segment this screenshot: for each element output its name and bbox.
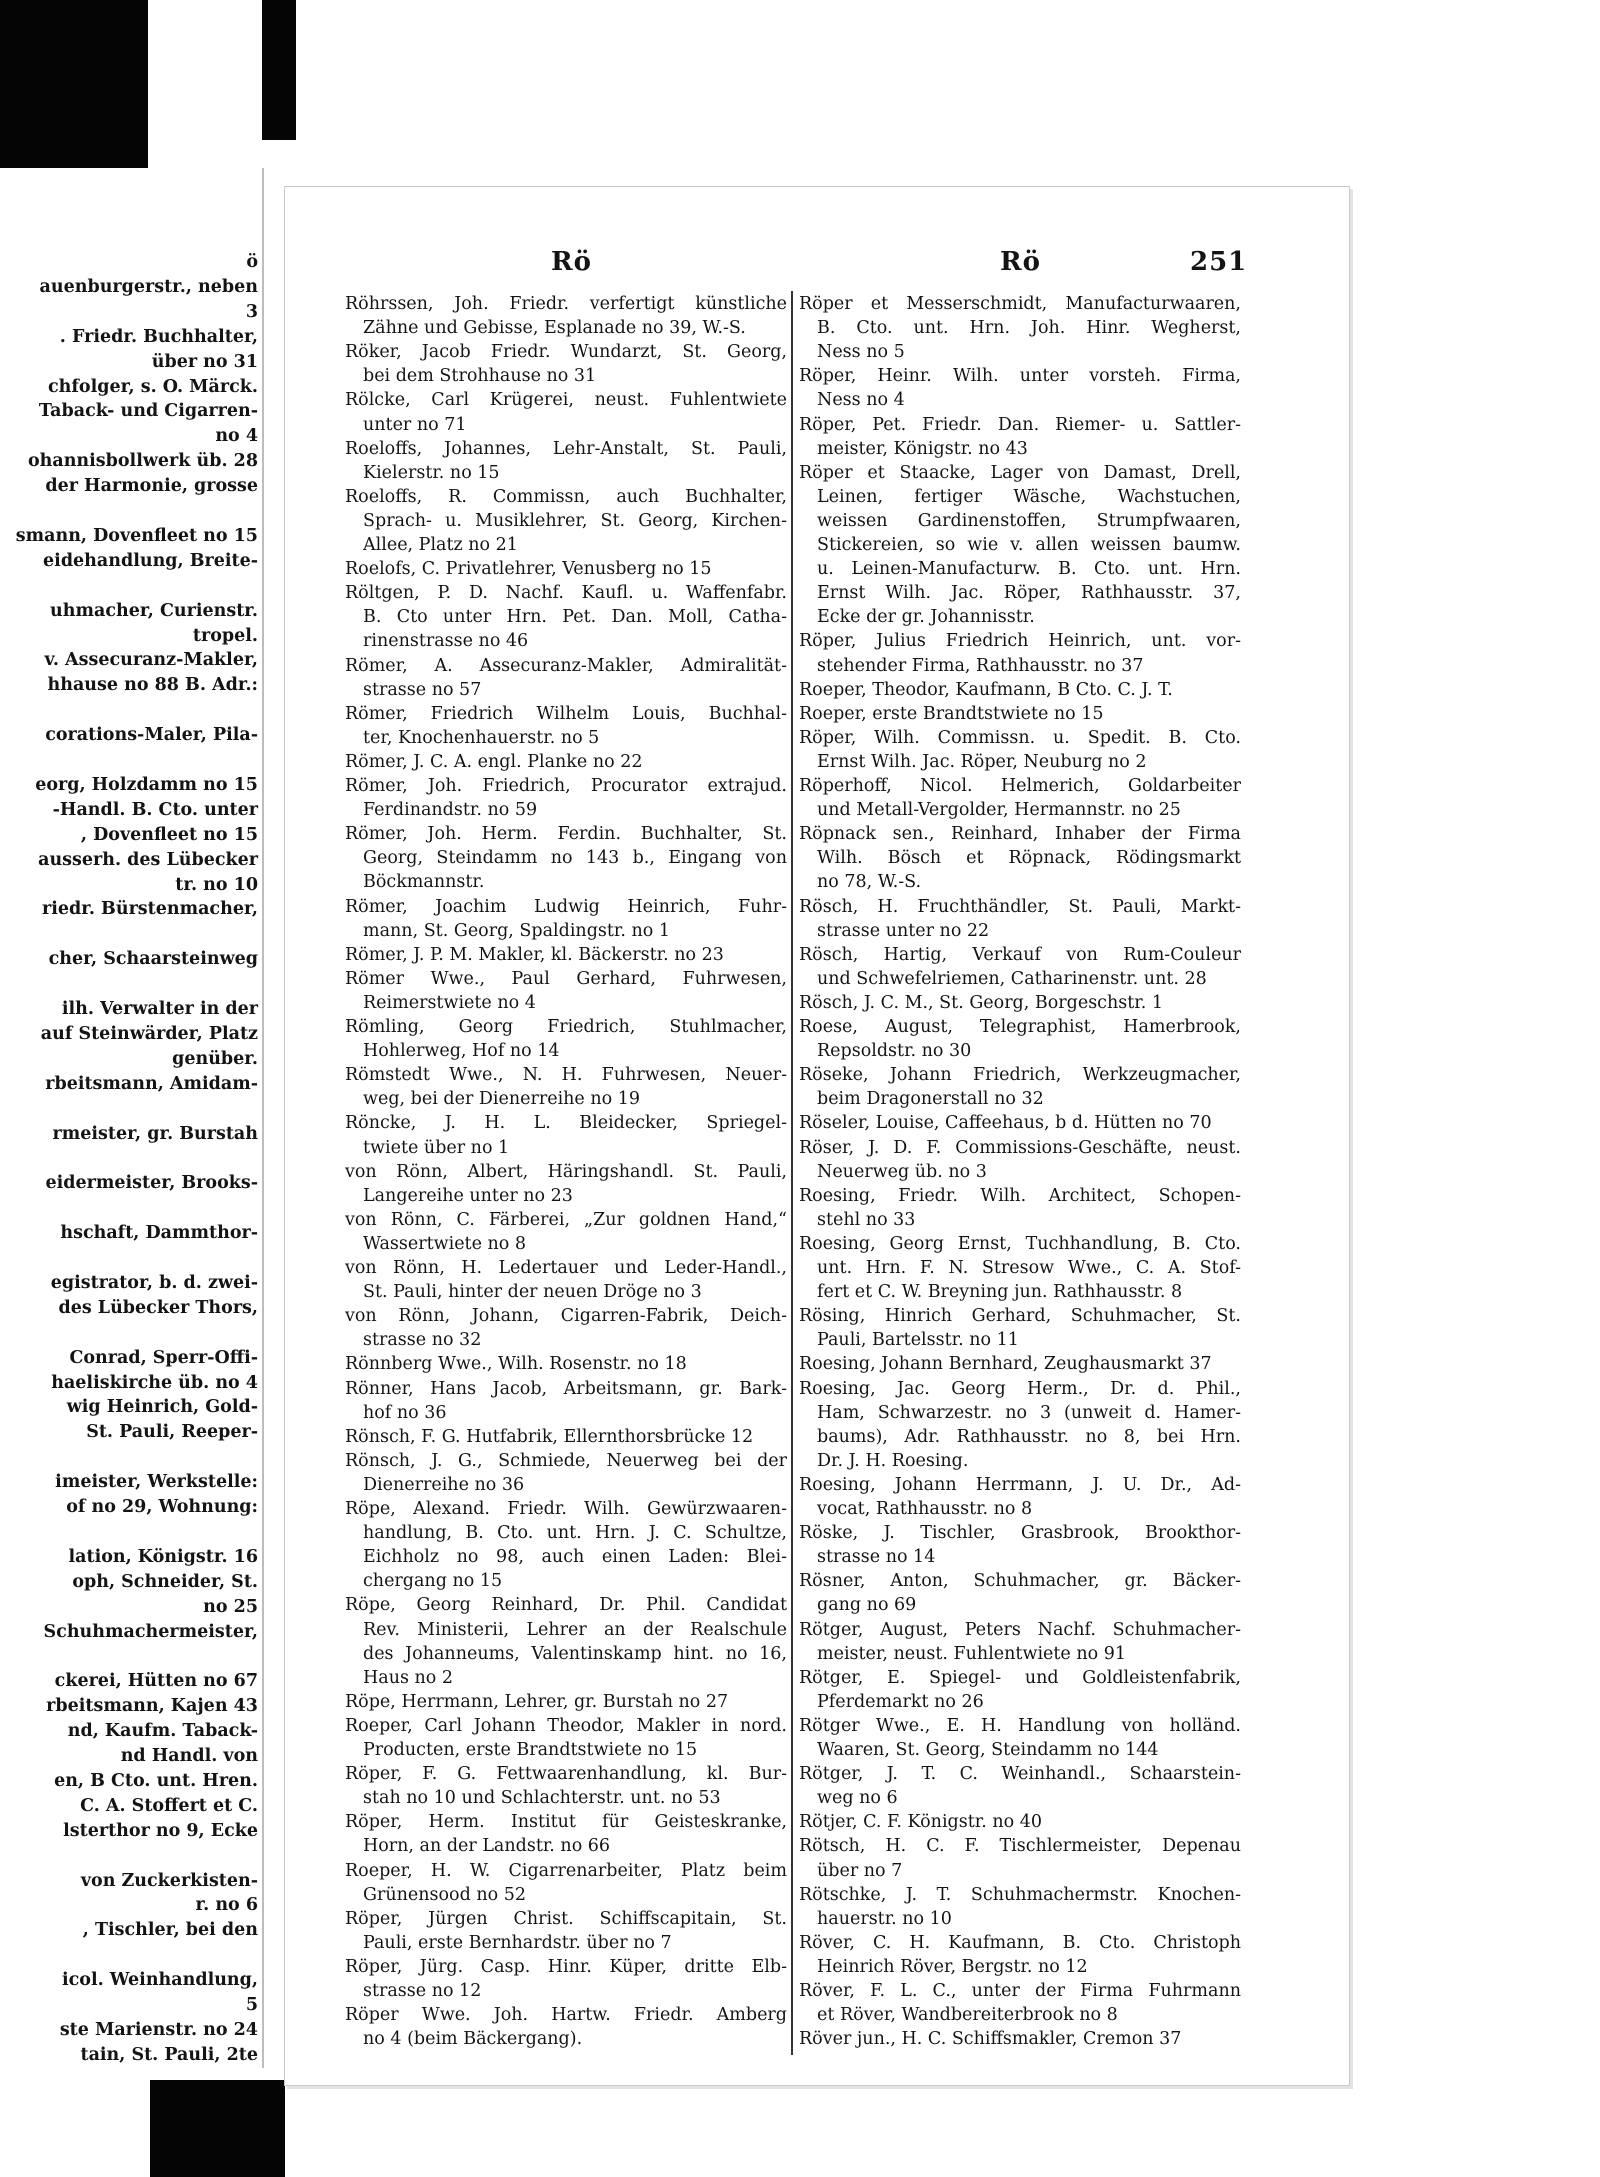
directory-line: Rönner, Hans Jacob, Arbeitsmann, gr. Bark-	[345, 1378, 787, 1399]
left-page-line: imeister, Werkstelle:	[55, 1472, 258, 1493]
directory-line: twiete über no 1	[363, 1137, 510, 1158]
left-page-line: , Tischler, bei den	[82, 1920, 258, 1941]
directory-line: strasse unter no 22	[817, 920, 990, 941]
left-page-line: ckerei, Hütten no 67	[54, 1671, 258, 1692]
directory-line: Neuerweg üb. no 3	[817, 1161, 987, 1182]
directory-line: Röpnack sen., Reinhard, Inhaber der Firma	[799, 824, 1241, 845]
directory-line: von Rönn, H. Ledertauer und Leder-Handl.,	[345, 1258, 787, 1278]
directory-line: Repsoldstr. no 30	[817, 1041, 972, 1062]
left-page-line: hhause no 88 B. Adr.:	[47, 675, 258, 696]
directory-line: des Johanneums, Valentinskamp hint. no 16,	[363, 1643, 787, 1664]
directory-line: Röper, Herm. Institut für Geisteskranke,	[345, 1812, 787, 1833]
directory-line: Producten, erste Brandtstwiete no 15	[363, 1740, 698, 1760]
left-page-line: egistrator, b. d. zwei-	[50, 1272, 258, 1293]
directory-line: Rönsch, J. G., Schmiede, Neuerweg bei der	[345, 1450, 787, 1471]
left-page-line: en, B Cto. unt. Hren.	[54, 1770, 258, 1791]
directory-line: Stickereien, so wie v. allen weissen baumw.	[817, 535, 1241, 555]
directory-line: Römer, Joachim Ludwig Heinrich, Fuhr-	[345, 896, 787, 917]
left-page-line: C. A. Stoffert et C.	[80, 1795, 258, 1816]
left-page-line: auenburgerstr., neben	[39, 276, 258, 297]
left-page-line: lation, Königstr. 16	[68, 1546, 258, 1567]
directory-line: strasse no 57	[363, 679, 482, 700]
directory-line: Röper, Pet. Friedr. Dan. Riemer- u. Sattler-	[799, 414, 1241, 435]
directory-line: stehender Firma, Rathhausstr. no 37	[817, 655, 1144, 676]
directory-line: Roeper, Theodor, Kaufmann, B Cto. C. J. T.	[799, 679, 1173, 700]
right-page	[284, 186, 1350, 2086]
directory-line: Leinen, fertiger Wäsche, Wachstuchen,	[817, 486, 1241, 507]
left-page-line: oph, Schneider, St.	[72, 1571, 258, 1592]
left-page-line: 3	[245, 301, 258, 322]
directory-line: gang no 69	[817, 1595, 917, 1616]
directory-line: Röper, Heinr. Wilh. unter vorsteh. Firma,	[799, 366, 1241, 387]
directory-line: Röver jun., H. C. Schiffsmakler, Cremon 37	[799, 2029, 1182, 2050]
scan-margin-dark	[150, 2080, 285, 2177]
directory-line: baums), Adr. Rathhausstr. no 8, bei Hrn.	[817, 1426, 1241, 1447]
left-page-line: 5	[245, 1995, 258, 2015]
left-page-line: no 25	[203, 1596, 258, 1617]
directory-line: Rösch, Hartig, Verkauf von Rum-Couleur	[799, 944, 1241, 965]
directory-line: Römling, Georg Friedrich, Stuhlmacher,	[345, 1017, 787, 1037]
left-page-line: , Dovenfleet no 15	[80, 824, 258, 845]
directory-line: Pauli, erste Bernhardstr. über no 7	[363, 1932, 672, 1953]
directory-line: Rötger Wwe., E. H. Handlung von holländ.	[799, 1715, 1241, 1736]
directory-line: Rösner, Anton, Schuhmacher, gr. Bäcker-	[799, 1571, 1241, 1592]
left-page-line: eorg, Holzdamm no 15	[35, 774, 258, 795]
left-page-line: Schuhmachermeister,	[43, 1621, 258, 1642]
left-page-line: Taback- und Cigarren-	[38, 401, 258, 422]
page-number: 251	[1190, 247, 1248, 277]
left-page-line: uhmacher, Curienstr.	[50, 600, 258, 621]
directory-line: Röltgen, P. D. Nachf. Kaufl. u. Waffenfabr.	[345, 583, 787, 604]
left-page-line: des Lübecker Thors,	[58, 1297, 258, 1318]
directory-line: Dr. J. H. Roesing.	[817, 1450, 969, 1471]
scan-margin-dark	[0, 0, 148, 180]
column-divider	[791, 291, 793, 2055]
directory-line: Römer Wwe., Paul Gerhard, Fuhrwesen,	[345, 968, 787, 989]
directory-line: Röper, F. G. Fettwaarenhandlung, kl. Bur-	[345, 1764, 787, 1785]
directory-line: Rösch, H. Fruchthändler, St. Pauli, Markt-	[799, 896, 1241, 917]
left-page-line: no 4	[215, 426, 258, 447]
directory-line: Röper Wwe. Joh. Hartw. Friedr. Amberg	[345, 2005, 787, 2026]
directory-line: Röper, Julius Friedrich Heinrich, unt. vor-	[799, 631, 1241, 652]
directory-line: strasse no 14	[817, 1547, 936, 1568]
left-page-line: tropel.	[192, 625, 258, 646]
directory-line: Römer, Joh. Friedrich, Procurator extrajud.	[345, 776, 787, 796]
directory-line: Röncke, J. H. L. Bleidecker, Spriegel-	[345, 1113, 787, 1134]
directory-line: Römer, Friedrich Wilhelm Louis, Buchhal-	[345, 703, 787, 724]
left-page-line: wig Heinrich, Gold-	[66, 1397, 258, 1418]
left-page-line: smann, Dovenfleet no 15	[15, 525, 258, 546]
directory-line: Roesing, Georg Ernst, Tuchhandlung, B. Cto.	[799, 1233, 1241, 1254]
directory-line: von Rönn, Albert, Häringshandl. St. Pauli,	[345, 1161, 787, 1182]
directory-line: Zähne und Gebisse, Esplanade no 39, W.-S.	[363, 318, 746, 339]
directory-line: u. Leinen-Manufacturw. B. Cto. unt. Hrn.	[817, 559, 1241, 580]
left-page-line: chfolger, s. O. Märck.	[48, 376, 258, 397]
directory-line: Roeper, erste Brandtstwiete no 15	[799, 703, 1104, 724]
directory-line: Wilh. Bösch et Röpnack, Rödingsmarkt	[817, 848, 1241, 869]
left-page-line: haeliskirche üb. no 4	[51, 1372, 258, 1393]
directory-line: Römer, Joh. Herm. Ferdin. Buchhalter, St.	[345, 824, 787, 845]
directory-line: et Röver, Wandbereiterbrook no 8	[817, 2005, 1118, 2026]
directory-line: Roeper, Carl Johann Theodor, Makler in nord.	[345, 1715, 787, 1736]
directory-line: Röper et Messerschmidt, Manufacturwaaren,	[799, 294, 1241, 314]
directory-line: fert et C. W. Breyning jun. Rathhausstr. 8	[817, 1282, 1183, 1303]
left-page-line: über no 31	[151, 351, 258, 372]
left-page-line: rbeitsmann, Amidam-	[45, 1073, 258, 1094]
directory-line: Langereihe unter no 23	[363, 1185, 573, 1206]
directory-line: unt. Hrn. F. N. Stresow Wwe., C. A. Stof-	[817, 1258, 1241, 1278]
directory-line: Roeloffs, Johannes, Lehr-Anstalt, St. Pauli,	[345, 438, 787, 459]
left-page-line: v. Assecuranz-Makler,	[44, 650, 258, 671]
directory-line: St. Pauli, hinter der neuen Dröge no 3	[363, 1282, 702, 1303]
left-page-fragment	[0, 168, 264, 2068]
directory-line: Horn, an der Landstr. no 66	[363, 1836, 611, 1857]
left-page-line: nd Handl. von	[120, 1746, 258, 1766]
directory-line: Röker, Jacob Friedr. Wundarzt, St. Georg,	[345, 342, 787, 363]
directory-line: Röperhoff, Nicol. Helmerich, Goldarbeiter	[799, 776, 1241, 796]
directory-line: Reimerstwiete no 4	[363, 992, 536, 1013]
left-page-line: eidermeister, Brooks-	[45, 1173, 258, 1194]
directory-line: Ecke der gr. Johannisstr.	[817, 607, 1035, 628]
left-page-line: lsterthor no 9, Ecke	[63, 1820, 258, 1841]
left-page-line: genüber.	[172, 1048, 258, 1069]
left-page-line: of no 29, Wohnung:	[66, 1497, 258, 1517]
directory-line: weg no 6	[817, 1788, 898, 1809]
directory-line: strasse no 12	[363, 1981, 482, 2001]
left-page-line: r. no 6	[195, 1895, 258, 1916]
left-page-line: St. Pauli, Reeper-	[86, 1422, 258, 1443]
directory-line: Rötger, E. Spiegel- und Goldleistenfabrik,	[799, 1667, 1241, 1688]
left-page-line: ö	[246, 252, 258, 272]
running-header-left: Rö	[551, 247, 592, 277]
scan-margin-dark	[262, 0, 296, 140]
left-page-line: eidehandlung, Breite-	[43, 550, 258, 571]
directory-line: no 78, W.-S.	[817, 872, 922, 893]
directory-line: Pauli, Bartelsstr. no 11	[817, 1330, 1019, 1351]
directory-line: hof no 36	[363, 1402, 447, 1423]
left-page-line: Conrad, Sperr-Offi-	[69, 1347, 258, 1368]
directory-line: Dienerreihe no 36	[363, 1474, 525, 1495]
directory-line: meister, neust. Fuhlentwiete no 91	[817, 1643, 1126, 1664]
directory-line: Röhrssen, Joh. Friedr. verfertigt künstliche	[345, 294, 787, 314]
left-page-line: icol. Weinhandlung,	[62, 1970, 258, 1991]
directory-line: Rönnberg Wwe., Wilh. Rosenstr. no 18	[345, 1354, 687, 1375]
directory-line: unter no 71	[363, 414, 467, 435]
directory-line: Ham, Schwarzestr. no 3 (unweit d. Hamer-	[817, 1402, 1241, 1423]
directory-line: Georg, Steindamm no 143 b., Eingang von	[363, 848, 787, 869]
directory-line: weissen Gardinenstoffen, Strumpfwaaren,	[817, 510, 1241, 531]
directory-line: über no 7	[817, 1860, 903, 1881]
directory-line: Roeloffs, R. Commissn, auch Buchhalter,	[345, 486, 787, 507]
directory-line: rinenstrasse no 46	[363, 631, 529, 652]
directory-line: Roese, August, Telegraphist, Hamerbrook,	[799, 1017, 1241, 1037]
directory-line: Röser, J. D. F. Commissions-Geschäfte, neust.	[799, 1137, 1241, 1158]
left-page-line: rmeister, gr. Burstah	[52, 1123, 258, 1144]
directory-line: Böckmannstr.	[363, 872, 485, 893]
directory-line: von Rönn, Johann, Cigarren-Fabrik, Deich-	[345, 1306, 787, 1327]
running-header-right: Rö	[1000, 247, 1041, 277]
left-page-line: rbeitsmann, Kajen 43	[46, 1696, 258, 1717]
directory-line: Ferdinandstr. no 59	[363, 800, 538, 821]
directory-line: B. Cto unter Hrn. Pet. Dan. Moll, Catha-	[363, 607, 787, 628]
directory-line: Röpe, Herrmann, Lehrer, gr. Burstah no 27	[345, 1691, 729, 1712]
directory-line: Röske, J. Tischler, Grasbrook, Brookthor-	[799, 1523, 1241, 1544]
directory-line: Roeper, H. W. Cigarrenarbeiter, Platz beim	[345, 1860, 787, 1881]
directory-line: und Schwefelriemen, Catharinenstr. unt. 28	[817, 968, 1207, 989]
left-page-line: ste Marienstr. no 24	[59, 2019, 258, 2040]
directory-line: weg, bei der Dienerreihe no 19	[363, 1089, 640, 1110]
directory-line: ter, Knochenhauerstr. no 5	[363, 727, 600, 748]
directory-line: Rösch, J. C. M., St. Georg, Borgeschstr. 1	[799, 992, 1163, 1013]
directory-line: Römstedt Wwe., N. H. Fuhrwesen, Neuer-	[345, 1065, 787, 1086]
directory-line: Rev. Ministerii, Lehrer an der Realschule	[363, 1619, 787, 1640]
left-page-line: tain, St. Pauli, 2te	[80, 2044, 258, 2065]
directory-line: Röper, Jürg. Casp. Hinr. Küper, dritte Elb-	[345, 1956, 787, 1977]
directory-line: Röpe, Alexand. Friedr. Wilh. Gewürzwaaren-	[345, 1499, 787, 1519]
directory-line: meister, Königstr. no 43	[817, 438, 1028, 459]
directory-line: Heinrich Röver, Bergstr. no 12	[817, 1956, 1088, 1977]
directory-line: Ernst Wilh. Jac. Röper, Rathhausstr. 37,	[817, 583, 1241, 604]
directory-line: Röper et Staacke, Lager von Damast, Drell,	[799, 462, 1241, 483]
directory-line: Rölcke, Carl Krügerei, neust. Fuhlentwiete	[345, 390, 787, 411]
directory-line: Rötjer, C. F. Königstr. no 40	[799, 1812, 1042, 1833]
directory-line: mann, St. Georg, Spaldingstr. no 1	[363, 920, 670, 941]
directory-line: Wassertwiete no 8	[363, 1233, 527, 1254]
left-page-line: ohannisbollwerk üb. 28	[27, 451, 258, 472]
directory-line: Roesing, Johann Bernhard, Zeughausmarkt 37	[799, 1354, 1212, 1375]
directory-line: vocat, Rathhausstr. no 8	[817, 1499, 1033, 1519]
directory-line: Rötger, August, Peters Nachf. Schuhmacher-	[799, 1619, 1241, 1640]
directory-line: Römer, J. P. M. Makler, kl. Bäckerstr. no 23	[345, 944, 724, 965]
left-page-line: nd, Kaufm. Taback-	[67, 1721, 258, 1742]
directory-line: Roelofs, C. Privatlehrer, Venusberg no 15	[345, 559, 712, 580]
directory-line: hauerstr. no 10	[817, 1908, 952, 1929]
directory-line: bei dem Strohhause no 31	[363, 366, 597, 387]
directory-line: stah no 10 und Schlachterstr. unt. no 53	[363, 1788, 721, 1809]
left-page-line: riedr. Bürstenmacher,	[42, 899, 258, 920]
directory-line: Ernst Wilh. Jac. Röper, Neuburg no 2	[817, 751, 1147, 772]
directory-line: Eichholz no 98, auch einen Laden: Blei-	[363, 1547, 787, 1568]
directory-line: Ness no 5	[817, 342, 905, 363]
directory-line: beim Dragonerstall no 32	[817, 1089, 1044, 1110]
directory-line: Roesing, Johann Herrmann, J. U. Dr., Ad-	[799, 1474, 1241, 1495]
directory-line: Sprach- u. Musiklehrer, St. Georg, Kirchen-	[363, 510, 787, 531]
directory-line: Waaren, St. Georg, Steindamm no 144	[817, 1740, 1159, 1760]
left-page-line: auf Steinwärder, Platz	[40, 1023, 258, 1044]
directory-line: Röper, Jürgen Christ. Schiffscapitain, St.	[345, 1908, 787, 1929]
directory-line: Röver, F. L. C., unter der Firma Fuhrmann	[799, 1981, 1241, 2001]
directory-line: von Rönn, C. Färberei, „Zur goldnen Hand,“	[345, 1209, 787, 1230]
left-page-line: -Handl. B. Cto. unter	[52, 799, 258, 820]
directory-line: Allee, Platz no 21	[363, 535, 518, 555]
left-page-line: cher, Schaarsteinweg	[48, 949, 258, 970]
directory-line: Rönsch, F. G. Hutfabrik, Ellernthorsbrücke 12	[345, 1426, 754, 1447]
directory-line: no 4 (beim Bäckergang).	[363, 2029, 583, 2050]
directory-line: Roesing, Friedr. Wilh. Architect, Schopen-	[799, 1185, 1241, 1206]
directory-line: Rötschke, J. T. Schuhmachermstr. Knochen-	[799, 1884, 1241, 1905]
directory-line: Roesing, Jac. Georg Herm., Dr. d. Phil.,	[799, 1378, 1241, 1399]
directory-line: Rötsch, H. C. F. Tischlermeister, Depenau	[799, 1836, 1241, 1857]
directory-line: Ness no 4	[817, 390, 905, 411]
directory-line: Rötger, J. T. C. Weinhandl., Schaarstein-	[799, 1764, 1241, 1785]
left-page-line: corations-Maler, Pila-	[45, 725, 258, 746]
directory-line: Römer, A. Assecuranz-Makler, Admiralität-	[345, 655, 787, 676]
left-page-line: ausserh. des Lübecker	[38, 849, 258, 870]
directory-line: stehl no 33	[817, 1209, 916, 1230]
directory-line: und Metall-Vergolder, Hermannstr. no 25	[817, 800, 1181, 821]
directory-line: Rösing, Hinrich Gerhard, Schuhmacher, St.	[799, 1306, 1241, 1327]
directory-line: Grünensood no 52	[363, 1884, 526, 1905]
directory-line: Kielerstr. no 15	[363, 462, 500, 483]
directory-line: chergang no 15	[363, 1571, 503, 1592]
left-page-line: tr. no 10	[175, 874, 258, 895]
left-page-line: der Harmonie, grosse	[45, 476, 258, 497]
directory-line: Röver, C. H. Kaufmann, B. Cto. Christoph	[799, 1932, 1241, 1953]
directory-line: Hohlerweg, Hof no 14	[363, 1041, 560, 1062]
directory-line: handlung, B. Cto. unt. Hrn. J. C. Schultze,	[363, 1523, 787, 1544]
left-page-line: . Friedr. Buchhalter,	[59, 326, 258, 347]
directory-line: Pferdemarkt no 26	[817, 1691, 984, 1712]
directory-line: Haus no 2	[363, 1667, 454, 1688]
left-page-line: ilh. Verwalter in der	[61, 999, 258, 1019]
directory-line: Römer, J. C. A. engl. Planke no 22	[345, 751, 643, 772]
directory-line: Röpe, Georg Reinhard, Dr. Phil. Candidat	[345, 1595, 787, 1616]
directory-line: strasse no 32	[363, 1330, 482, 1351]
directory-line: Röper, Wilh. Commissn. u. Spedit. B. Cto.	[799, 727, 1241, 748]
left-page-line: von Zuckerkisten-	[80, 1870, 258, 1891]
directory-line: B. Cto. unt. Hrn. Joh. Hinr. Wegherst,	[817, 318, 1241, 339]
left-page-line: hschaft, Dammthor-	[60, 1223, 258, 1244]
directory-line: Röseler, Louise, Caffeehaus, b d. Hütten no 70	[799, 1113, 1212, 1134]
directory-line: Röseke, Johann Friedrich, Werkzeugmacher,	[799, 1065, 1241, 1086]
